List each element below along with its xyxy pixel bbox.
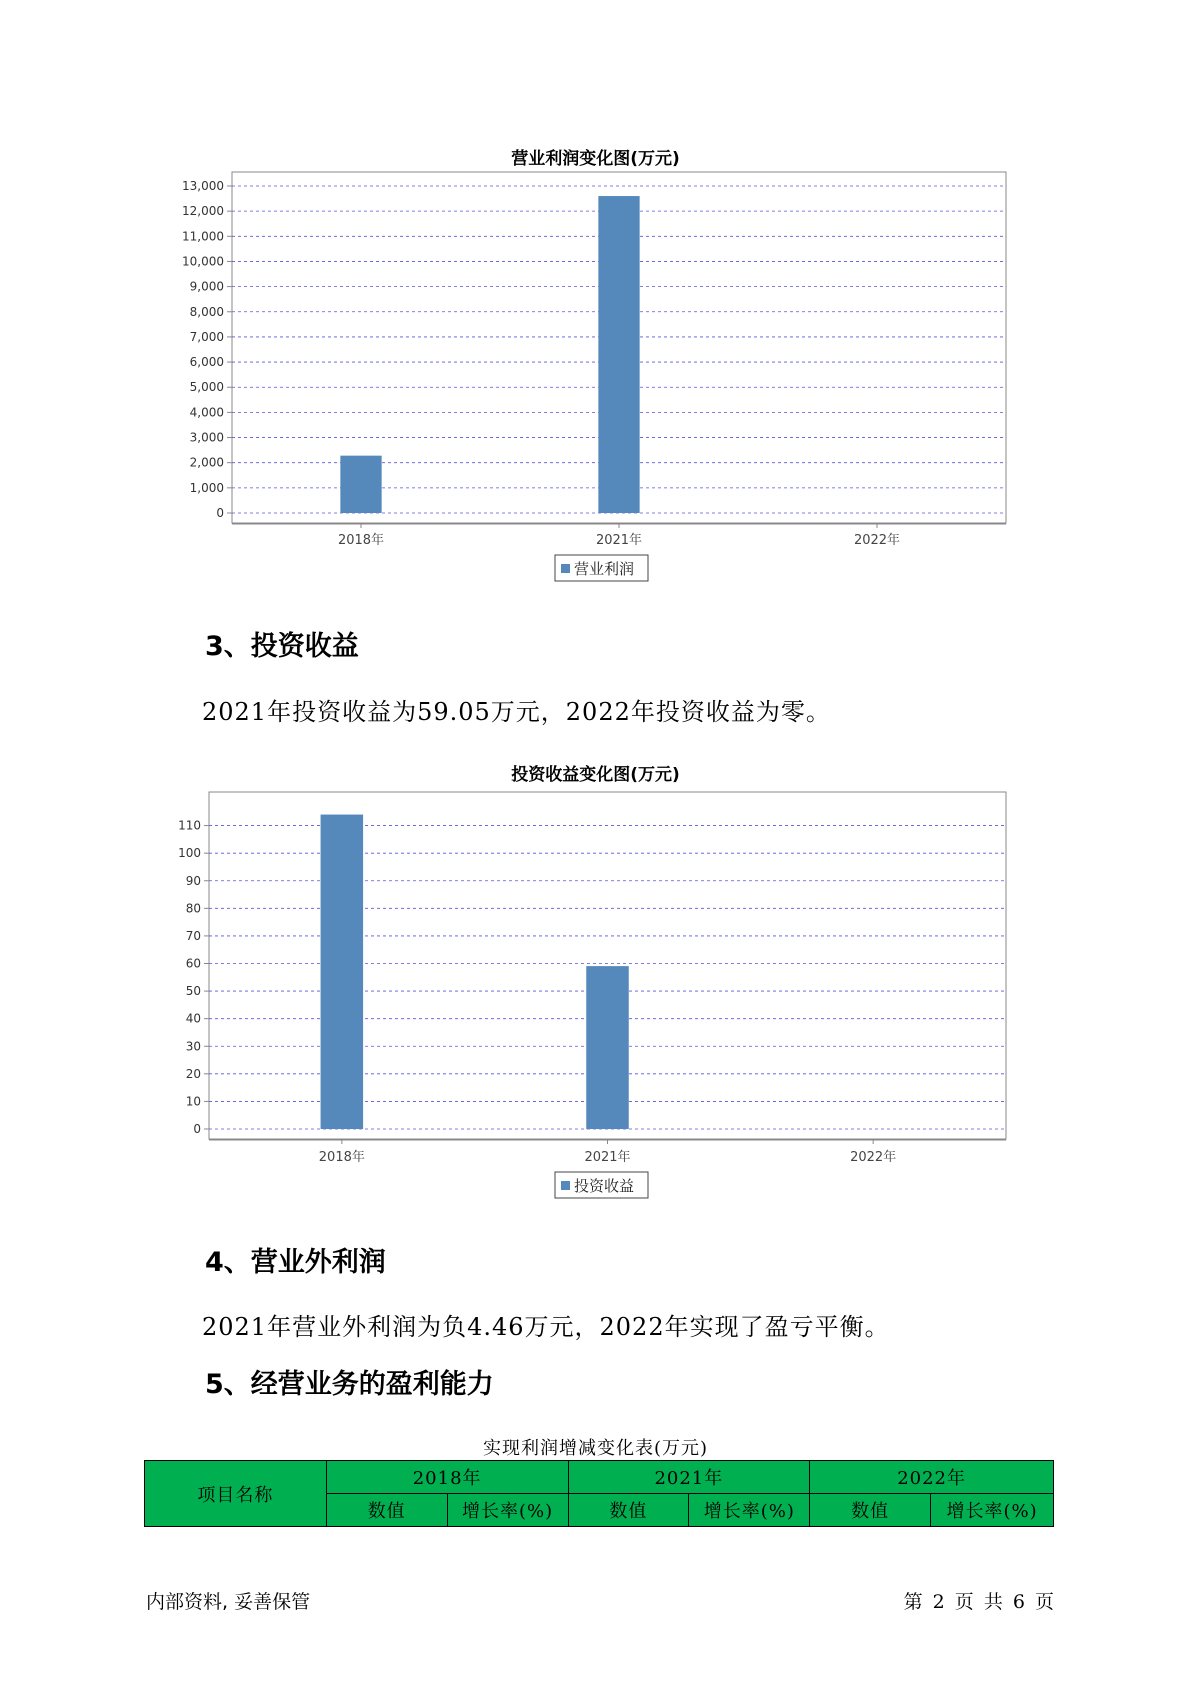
x-tick-label: 2022年 (853, 533, 901, 548)
x-tick-label: 2018年 (337, 533, 385, 548)
y-tick-label: 0 (193, 1122, 201, 1136)
y-tick-label: 100 (178, 846, 201, 861)
growth-header: 增长率(%) (931, 1494, 1054, 1527)
y-tick-label: 20 (185, 1066, 201, 1081)
section-5-heading: 5、经营业务的盈利能力 (205, 1369, 494, 1400)
y-tick-label: 11,000 (182, 229, 224, 244)
x-tick-label: 2021年 (584, 1150, 631, 1165)
y-tick-label: 10 (185, 1094, 201, 1109)
y-tick-label: 5,000 (189, 380, 224, 395)
section-3-heading: 3、投资收益 (205, 631, 359, 662)
y-tick-label: 9,000 (189, 279, 224, 294)
y-tick-label: 90 (185, 873, 201, 888)
legend-swatch (561, 1181, 570, 1190)
y-tick-label: 13,000 (182, 179, 224, 193)
x-tick-label: 2021年 (595, 533, 643, 548)
section-4-text: 2021年营业外利润为负4.46万元，2022年实现了盈亏平衡。 (202, 1313, 890, 1341)
y-tick-label: 110 (178, 818, 201, 833)
legend-swatch (561, 564, 570, 573)
y-tick-label: 40 (185, 1011, 201, 1026)
profit-change-table (144, 1460, 1054, 1527)
y-tick-label: 70 (185, 928, 201, 943)
investment-income-chart (0, 770, 1191, 1210)
growth-header: 增长率(%) (689, 1494, 810, 1527)
y-tick-label: 80 (185, 901, 201, 916)
y-tick-label: 0 (216, 506, 224, 520)
legend (555, 555, 648, 581)
value-header: 数值 (326, 1494, 447, 1527)
year-header-2021: 2021年 (568, 1461, 810, 1494)
year-header-2022: 2022年 (810, 1461, 1054, 1494)
legend (555, 1172, 648, 1198)
chart-2-title: 投资收益变化图(万元) (511, 765, 680, 785)
y-tick-label: 50 (185, 984, 201, 999)
value-header: 数值 (568, 1494, 689, 1527)
bar (321, 815, 364, 1129)
y-tick-label: 2,000 (189, 455, 224, 470)
year-header-2018: 2018年 (326, 1461, 568, 1494)
operating-profit-chart (0, 150, 1191, 590)
y-tick-label: 7,000 (189, 329, 224, 344)
value-header: 数值 (810, 1494, 931, 1527)
y-tick-label: 6,000 (189, 355, 224, 370)
y-tick-label: 4,000 (189, 405, 224, 420)
y-tick-label: 12,000 (182, 204, 224, 219)
y-tick-label: 8,000 (189, 304, 224, 319)
section-3-text: 2021年投资收益为59.05万元，2022年投资收益为零。 (202, 698, 831, 726)
x-tick-label: 2022年 (850, 1150, 897, 1165)
table-caption: 实现利润增减变化表(万元) (482, 1438, 709, 1459)
y-tick-label: 10,000 (182, 254, 224, 269)
y-tick-label: 1,000 (189, 480, 224, 495)
footer-page-number: 第 2 页 共 6 页 (903, 1591, 1054, 1613)
x-tick-label: 2018年 (318, 1150, 365, 1165)
y-tick-label: 60 (185, 956, 201, 971)
chart-1-title: 营业利润变化图(万元) (511, 149, 680, 169)
section-4-heading: 4、营业外利润 (205, 1247, 386, 1278)
legend-label: 投资收益 (574, 1177, 635, 1195)
item-name-header: 项目名称 (145, 1461, 327, 1527)
bar (586, 966, 629, 1129)
bar (598, 196, 639, 513)
footer-confidential-note: 内部资料, 妥善保管 (146, 1591, 311, 1613)
table-header-row-years (145, 1461, 1054, 1494)
y-tick-label: 30 (185, 1039, 201, 1054)
growth-header: 增长率(%) (447, 1494, 568, 1527)
bar (340, 456, 381, 513)
legend-label: 营业利润 (574, 560, 635, 578)
y-tick-label: 3,000 (189, 430, 224, 445)
